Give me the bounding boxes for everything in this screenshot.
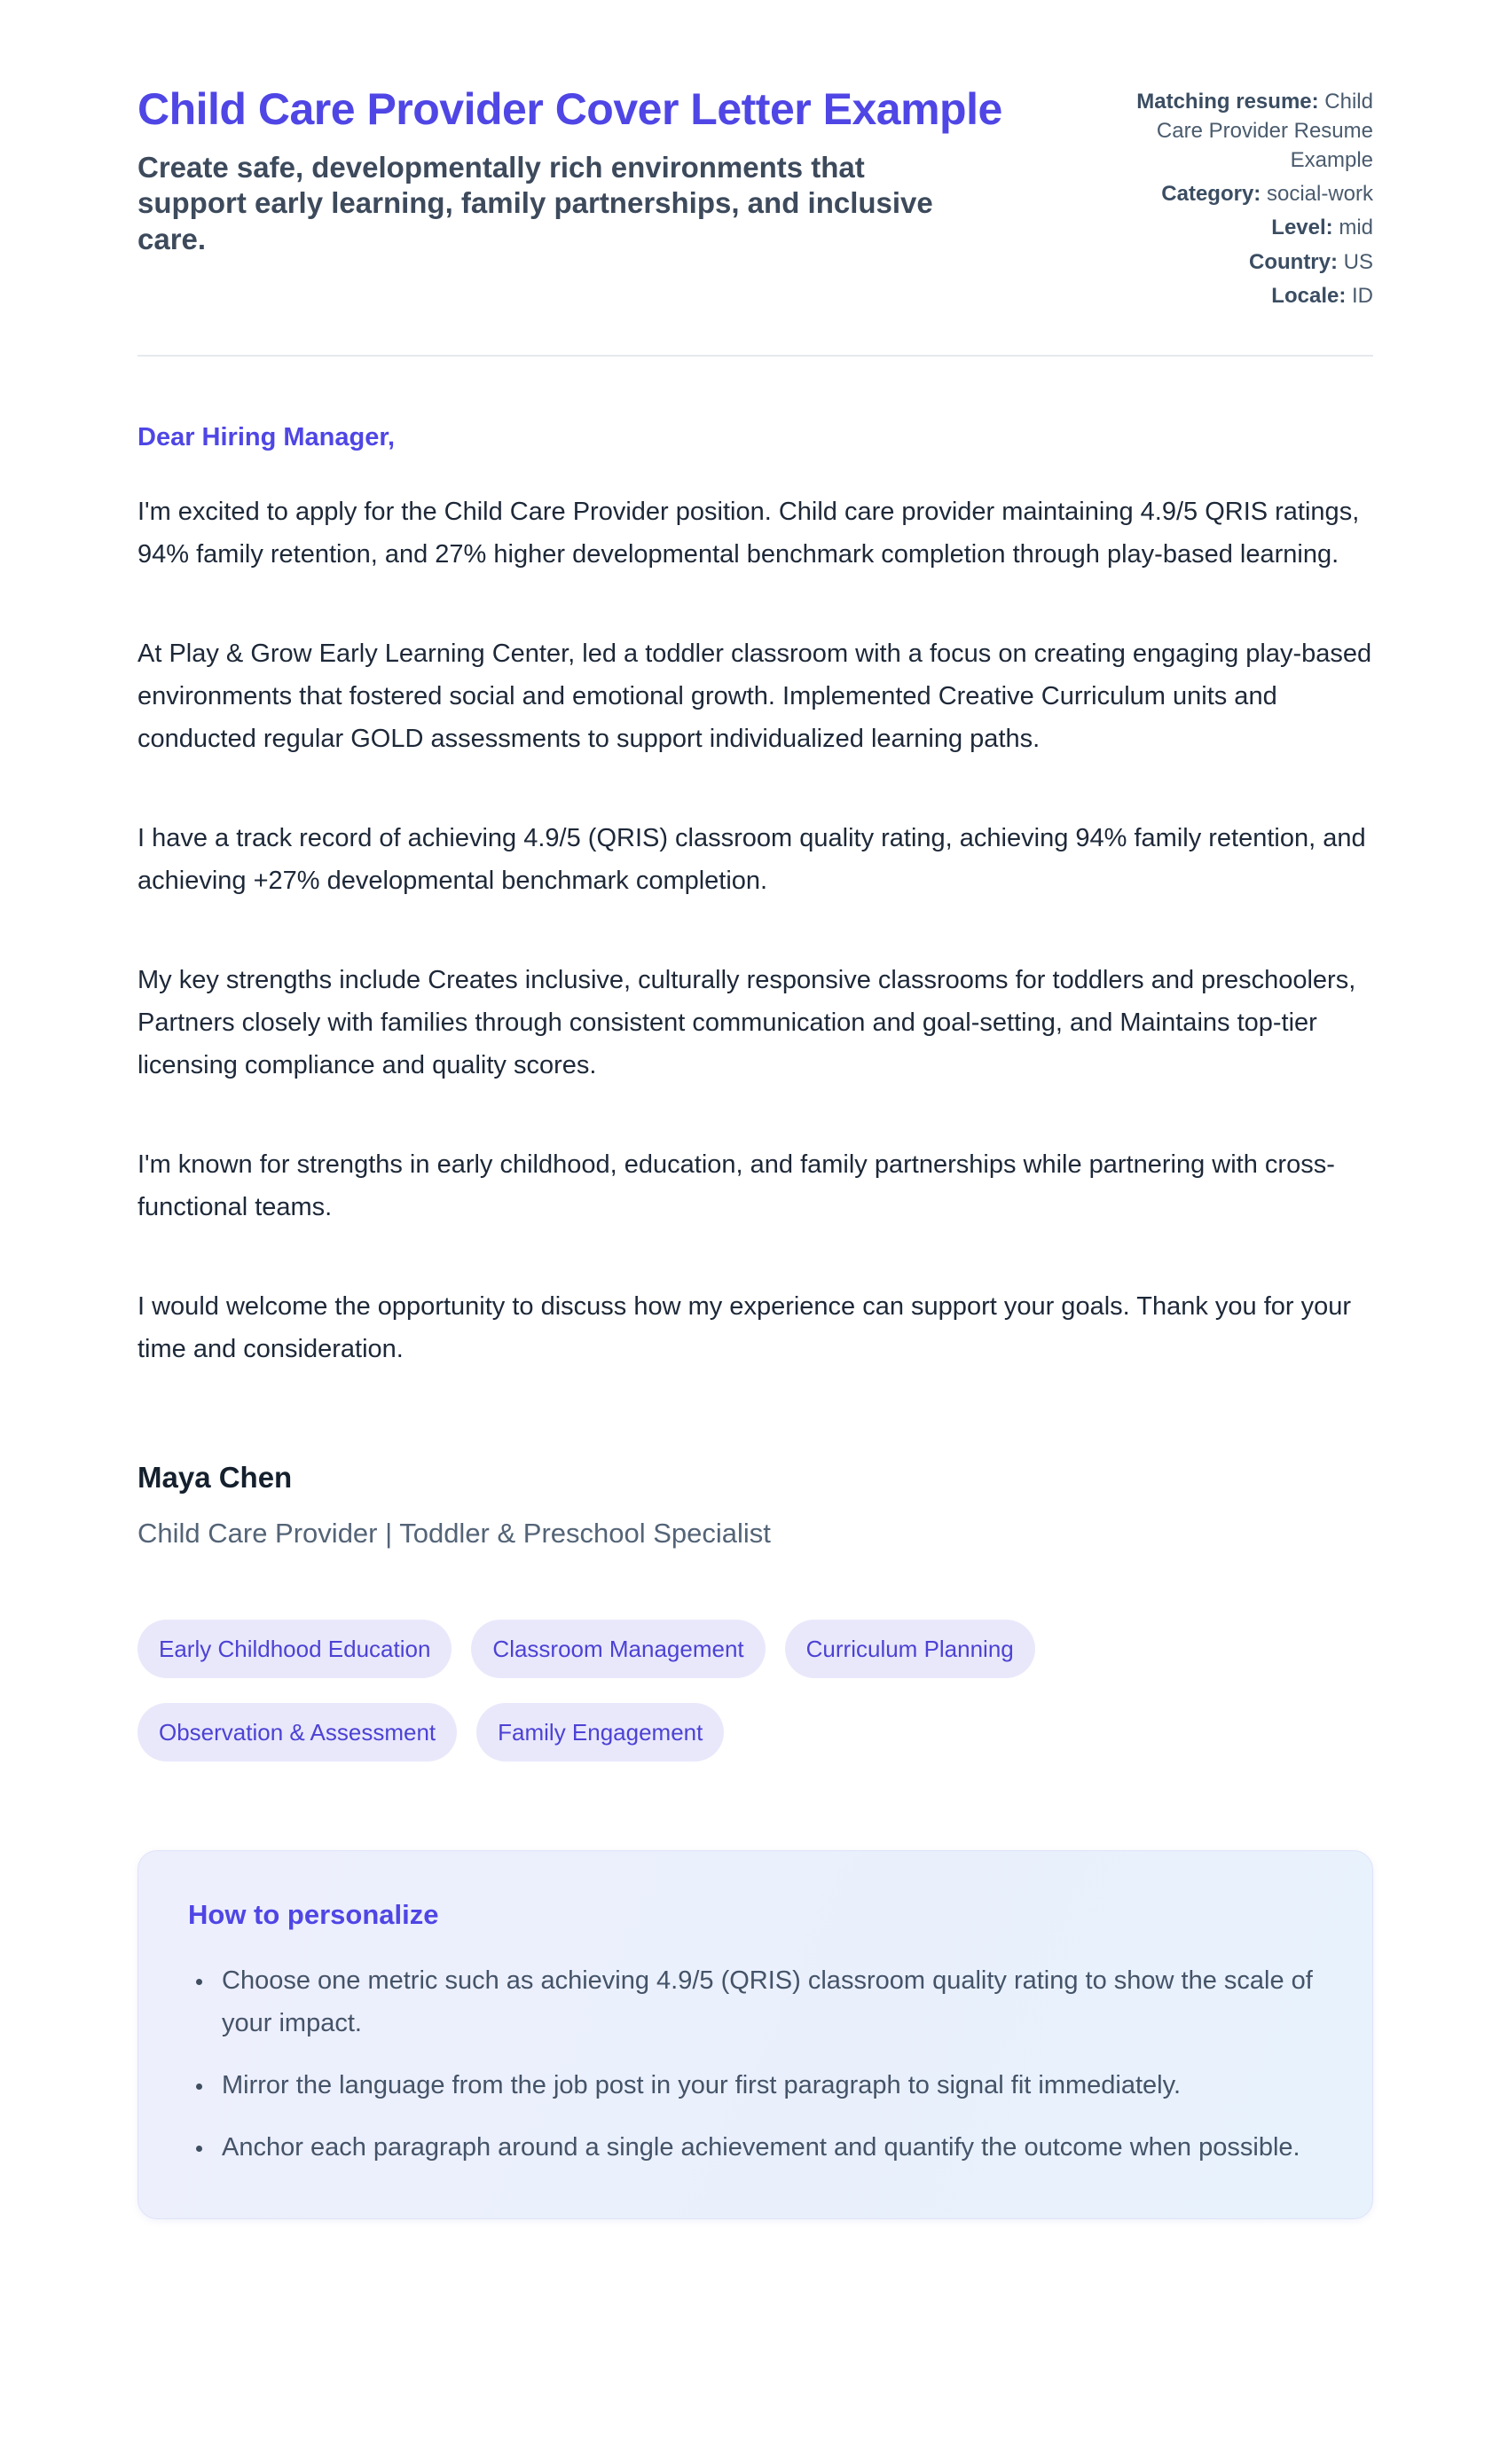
meta-label: Category: xyxy=(1161,182,1261,207)
meta-row xyxy=(1107,213,1373,242)
meta-label: Level: xyxy=(1271,216,1333,240)
personalize-tip: • Mirror the language from the job post in your first paragraph to signal fit immediately. xyxy=(215,2064,1319,2107)
personalize-list xyxy=(188,1959,1319,2169)
greeting: Dear Hiring Manager, xyxy=(137,422,396,451)
meta-panel xyxy=(1107,82,1373,310)
personalize-box xyxy=(137,1850,1373,2219)
letter-paragraph: My key strengths include Creates inclusive, culturally responsive classrooms for toddlers and preschoolers, Partners closely with families through consistent communication and goal-setting, and Maintains top-tier licensing compliance and quality scores. xyxy=(137,965,1356,1079)
skill-tags xyxy=(137,1620,1158,1762)
signature-name: Maya Chen xyxy=(137,1460,293,1494)
personalize-tip: • Choose one metric such as achieving 4.9/5 (QRIS) classroom quality rating to show the scale of your impact. xyxy=(215,1959,1319,2044)
skill-tag: Observation & Assessment xyxy=(137,1703,457,1762)
meta-row xyxy=(1107,87,1373,175)
page-subtitle: Create safe, developmentally rich environments that support early learning, family partnerships, and inclusive care. xyxy=(137,151,933,255)
divider xyxy=(137,355,1373,357)
header-text-block xyxy=(137,82,1072,257)
meta-value: US xyxy=(1343,249,1373,274)
letter-paragraph: At Play & Grow Early Learning Center, led a toddler classroom with a focus on creating engaging play-based environments that fostered social and emotional growth. Implemented Creative Curriculum units and conducted regular GOLD assessments to support individualized learning paths. xyxy=(137,639,1372,753)
letter-paragraph: I'm known for strengths in early childhood, education, and family partnerships while partnering with cross-functional teams. xyxy=(137,1150,1335,1221)
letter-paragraph: I have a track record of achieving 4.9/5 (QRIS) classroom quality rating, achieving 94% family retention, and achieving +27% developmental benchmark completion. xyxy=(137,823,1366,895)
personalize-heading: How to personalize xyxy=(188,1899,439,1931)
letter-body xyxy=(137,420,1373,2220)
meta-value: Child Care Provider Resume Example xyxy=(1156,90,1373,173)
meta-label: Country: xyxy=(1249,249,1338,274)
meta-row xyxy=(1107,179,1373,208)
page-title: Child Care Provider Cover Letter Example xyxy=(137,84,1002,134)
signature-title: Child Care Provider | Toddler & Preschool Specialist xyxy=(137,1517,771,1549)
meta-label: Locale: xyxy=(1271,283,1347,308)
paragraphs xyxy=(137,490,1373,1370)
meta-label: Matching resume: xyxy=(1136,90,1319,114)
meta-row xyxy=(1107,247,1373,277)
letter-paragraph: I would welcome the opportunity to discuss how my experience can support your goals. Thank you for your time and consideration. xyxy=(137,1291,1352,1363)
meta-value: social-work xyxy=(1266,182,1373,207)
skill-tag: Curriculum Planning xyxy=(785,1620,1035,1678)
letter-paragraph: I'm excited to apply for the Child Care Provider position. Child care provider maintaining 4.9/5 QRIS ratings, 94% family retention, and 27% higher developmental benchmark completion through play-based learning. xyxy=(137,497,1360,569)
skill-tag: Family Engagement xyxy=(476,1703,724,1762)
skill-tag: Classroom Management xyxy=(471,1620,765,1678)
personalize-tip: • Anchor each paragraph around a single achievement and quantify the outcome when possible. xyxy=(215,2126,1319,2169)
meta-value: ID xyxy=(1352,283,1373,308)
skill-tag: Early Childhood Education xyxy=(137,1620,452,1678)
meta-row xyxy=(1107,281,1373,310)
meta-value: mid xyxy=(1339,216,1373,240)
header xyxy=(137,82,1373,310)
